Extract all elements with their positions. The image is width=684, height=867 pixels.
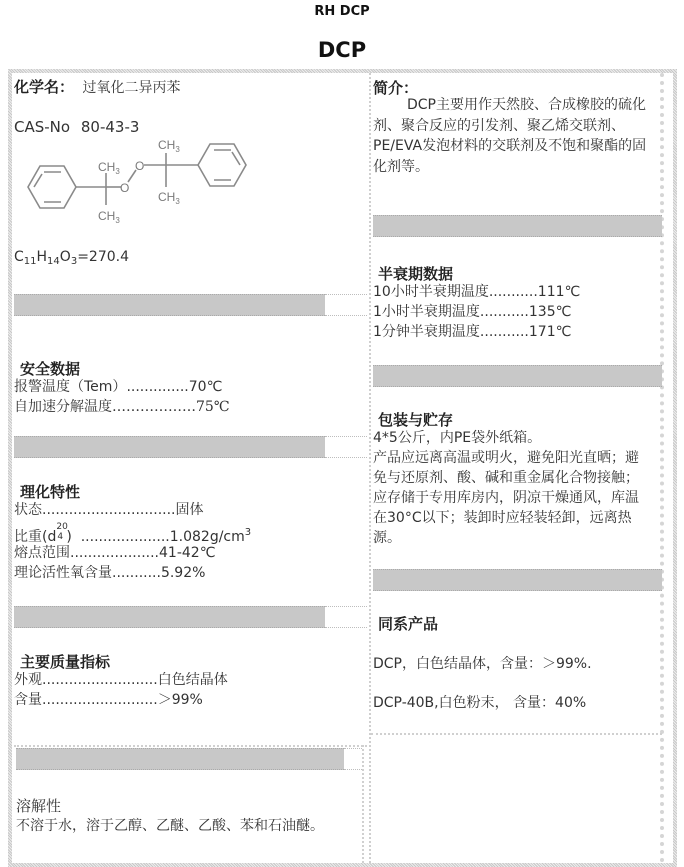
chemical-name-value: 过氧化二异丙苯 [82, 80, 181, 96]
chemical-name-label: 化学名： [14, 78, 75, 96]
half-life-row: 1小时半衰期温度...........135℃ [373, 304, 572, 320]
safety-row: 报警温度（Tem）..............70℃ [14, 379, 223, 395]
quality-row: 含量..........................＞99% [14, 692, 203, 708]
section-separator [373, 365, 662, 387]
packaging-body: 产品应远离高温或明火，避免阳光直晒；避免与还原剂、酸、碱和重金属化合物接触；应存储于专用库房内，阴凉干燥通风，库温在30°C以下；装卸时应轻装轻卸，远离热源。 [373, 450, 639, 546]
packaging-title: 包装与贮存 [378, 411, 454, 429]
document-header: RH DCP [314, 4, 370, 19]
svg-text:O: O [135, 159, 145, 173]
half-life-row: 1分钟半衰期温度...........171℃ [373, 324, 572, 340]
physchem-title: 理化特性 [20, 483, 81, 501]
section-separator [14, 294, 325, 316]
intro-body: DCP主要用作天然胶、合成橡胶的硫化剂、聚合反应的引发剂、聚乙烯交联剂、PE/EVA发泡材料的交联剂及不饱和聚酯的固化剂等。 [373, 97, 647, 175]
physchem-row: 比重(d 20 4 ) $....................1.082g/cm^3$ [14, 522, 252, 545]
solubility-title: 溶解性 [16, 797, 62, 815]
cas-label: CAS-No [14, 118, 71, 136]
half-life-row: 10小时半衰期温度...........111℃ [373, 284, 581, 300]
molecular-formula: $C_{11}H_{14}O_3=270.4$ [14, 249, 129, 267]
section-separator [16, 748, 344, 770]
svg-text:CH3: $CH_3$ [158, 138, 180, 154]
related-title: 同系产品 [378, 615, 439, 633]
svg-text:CH3: $CH_3$ [158, 190, 180, 206]
document-title: DCP [317, 38, 367, 62]
physchem-row: 理论活性氧含量...........5.92% [14, 565, 206, 581]
cas-row [14, 117, 139, 137]
section-separator [373, 215, 662, 237]
related-item: DCP-40B,白色粉末， 含量：40% [373, 695, 587, 711]
half-life-title: 半衰期数据 [378, 265, 454, 283]
svg-text:CH3: $CH_3$ [98, 209, 120, 225]
section-separator [373, 569, 662, 591]
quality-row: 外观..........................白色结晶体 [14, 672, 228, 688]
intro-title: 简介： [373, 79, 419, 97]
solubility-body: 不溶于水，溶于乙醇、乙醚、乙酸、苯和石油醚。 [16, 818, 324, 834]
safety-row: 自加速分解温度………………75℃ [14, 399, 230, 415]
left-column [12, 73, 367, 863]
section-separator [14, 436, 325, 458]
quality-title: 主要质量指标 [20, 653, 111, 671]
section-separator [14, 606, 325, 628]
chemical-name-row [14, 77, 180, 98]
packaging-line: 4*5公斤，内PE袋外纸箱。 [373, 430, 542, 446]
svg-text:O: O [120, 181, 130, 195]
physchem-row: 状态..............................固体 [14, 502, 204, 518]
safety-title: 安全数据 [20, 360, 81, 378]
physchem-row: 熔点范围....................41-42℃ [14, 545, 216, 561]
molecular-structure-icon [18, 137, 268, 233]
cas-value: 80-43-3 [80, 118, 140, 136]
right-column [369, 73, 664, 863]
svg-text:CH3: $CH_3$ [98, 160, 120, 176]
related-item: DCP，白色结晶体，含量：＞99%. [373, 656, 592, 672]
